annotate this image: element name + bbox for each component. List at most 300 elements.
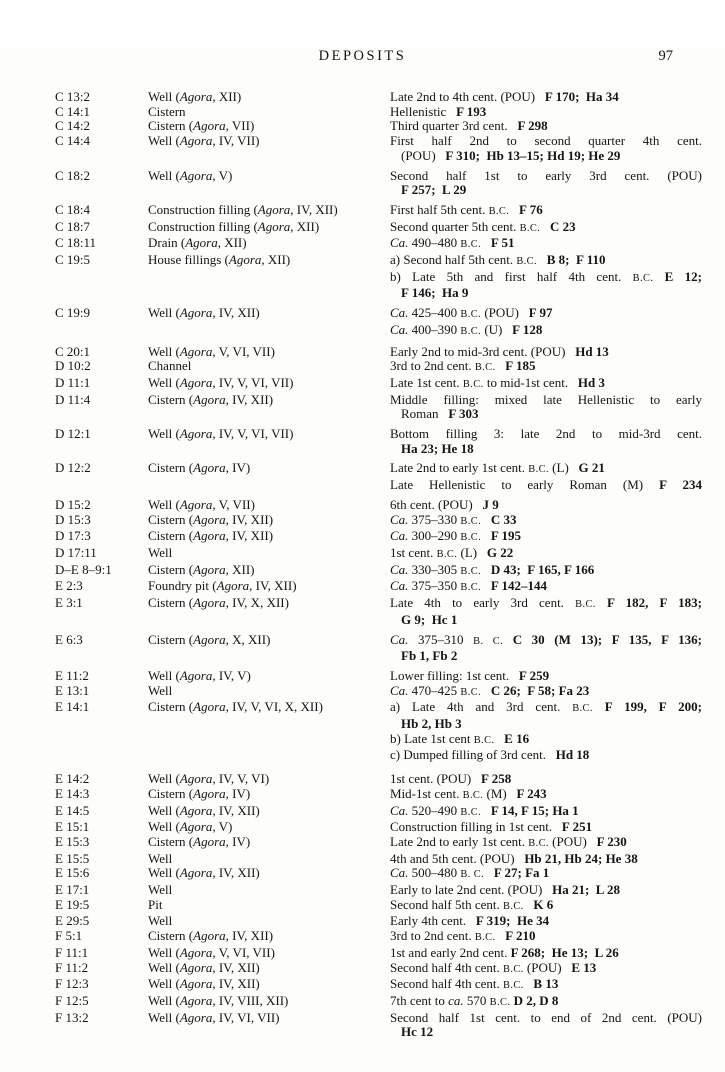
- deposit-description: [148, 898, 390, 915]
- text-segment: D 2, D 8: [513, 992, 559, 1008]
- text-segment: , V): [212, 819, 233, 835]
- dating-line: [390, 169, 702, 184]
- dating-line: [390, 684, 702, 701]
- deposit-description: [148, 376, 390, 393]
- text-segment: 470–425: [408, 682, 461, 698]
- deposit-id: E 14:3: [55, 785, 90, 801]
- dating-line: [390, 498, 702, 513]
- text-segment: Second half 5th cent.: [390, 896, 503, 912]
- dating-line: [390, 90, 702, 105]
- text-segment: , IV, VIII, XII): [212, 992, 289, 1008]
- deposit-description: [148, 596, 390, 627]
- text-segment: Ca.: [390, 631, 409, 647]
- text-segment: C 23: [550, 218, 576, 234]
- text-segment: F 128: [512, 321, 543, 337]
- text-segment: [481, 562, 491, 577]
- text-segment: a) Second half 5th cent.: [390, 252, 517, 268]
- text-segment: Well: [148, 544, 173, 560]
- deposit-id: D 17:11: [55, 544, 97, 560]
- dating-line: [390, 183, 702, 198]
- text-segment: Agora: [193, 460, 226, 476]
- text-segment: [481, 683, 491, 698]
- deposit-description: [148, 427, 390, 456]
- text-segment: Agora: [179, 89, 213, 104]
- deposit-row: [55, 898, 702, 915]
- text-segment: , IV, V, VI, VII): [212, 426, 294, 442]
- text-segment: c) Dumped filling of 3rd cent.: [390, 747, 556, 763]
- dating-line: [390, 427, 702, 442]
- text-segment: 425–400: [408, 305, 461, 321]
- text-segment: Agora: [179, 167, 213, 183]
- page-header: [0, 48, 725, 68]
- deposit-row: [55, 563, 702, 580]
- text-segment: , XII): [225, 561, 255, 577]
- text-segment: , IV, V, VI, VII): [212, 374, 294, 390]
- deposit-id: C 18:4: [55, 201, 91, 217]
- text-segment: Well (: [148, 819, 180, 835]
- deposit-dating: [390, 866, 702, 883]
- text-segment: Cistern (: [148, 785, 194, 801]
- deposit-row: [55, 669, 702, 684]
- text-segment: Well (: [148, 992, 180, 1008]
- deposit-dating: [390, 883, 702, 898]
- text-segment: B.C.: [503, 963, 524, 975]
- text-segment: B.C.: [474, 362, 496, 374]
- deposit-dating: [390, 427, 702, 456]
- deposit-dating: [390, 119, 702, 134]
- dating-line: [390, 961, 702, 978]
- text-segment: F 234: [659, 477, 702, 493]
- deposit-row: [55, 134, 702, 163]
- text-segment: B.C.: [516, 256, 537, 268]
- text-segment: Cistern (: [148, 631, 194, 647]
- deposit-description: [148, 236, 390, 253]
- text-segment: ca.: [448, 992, 464, 1008]
- deposit-dating: [390, 914, 702, 929]
- deposit-id: F 12:5: [55, 992, 89, 1008]
- deposit-row: [55, 461, 702, 492]
- text-segment: Agora: [179, 944, 213, 960]
- text-segment: , IV, XII): [249, 578, 297, 594]
- text-segment: F 230: [596, 833, 627, 849]
- text-segment: Cistern (: [148, 833, 194, 849]
- text-segment: Channel: [148, 358, 192, 374]
- deposit-id: E 15:5: [55, 850, 90, 866]
- deposit-description: [148, 119, 390, 134]
- deposit-description: [148, 914, 390, 929]
- deposit-dating: [390, 929, 702, 946]
- text-segment: (POU): [481, 305, 529, 321]
- text-segment: Agora: [193, 928, 226, 944]
- deposit-row: [55, 90, 702, 105]
- deposit-dating: [390, 345, 702, 360]
- text-segment: [596, 595, 607, 610]
- deposit-id: E 3:1: [55, 595, 83, 611]
- text-segment: E 13: [571, 959, 597, 975]
- text-segment: Well (: [148, 133, 180, 149]
- text-segment: F 76: [518, 201, 543, 217]
- deposit-id: D 11:4: [55, 391, 91, 407]
- deposit-id: E 14:5: [55, 802, 90, 818]
- text-segment: Ca.: [390, 865, 409, 881]
- dating-line: [390, 579, 702, 596]
- text-segment: F 268; He 13; L 26: [510, 944, 619, 960]
- deposit-dating: [390, 498, 702, 513]
- text-segment: Well (: [148, 976, 180, 992]
- dating-line: [390, 820, 702, 835]
- text-segment: Agora: [193, 699, 226, 715]
- deposit-row: [55, 359, 702, 376]
- deposit-row: [55, 820, 702, 835]
- deposit-row: [55, 220, 702, 237]
- text-segment: Agora: [179, 374, 213, 390]
- deposit-dating: [390, 633, 702, 664]
- text-segment: Agora: [179, 976, 213, 992]
- deposit-row: [55, 994, 702, 1011]
- deposit-id: E 2:3: [55, 578, 83, 594]
- deposit-description: [148, 169, 390, 198]
- text-segment: First half 2nd to second quarter 4th cent.: [390, 133, 702, 149]
- dating-line: [390, 563, 702, 580]
- deposit-dating: [390, 513, 702, 530]
- text-segment: Late 1st cent.: [390, 374, 463, 390]
- text-segment: , IV, V, VI, X, XII): [225, 699, 323, 715]
- text-segment: Ca.: [390, 682, 409, 698]
- text-segment: G 22: [486, 544, 514, 560]
- deposit-row: [55, 787, 702, 804]
- deposit-id: E 6:3: [55, 631, 83, 647]
- deposit-dating: [390, 684, 702, 701]
- text-segment: , XII): [217, 235, 247, 251]
- text-segment: B.C.: [488, 205, 510, 217]
- text-segment: , IV, XII): [212, 959, 260, 975]
- text-segment: Late 2nd to 4th cent. (POU): [390, 89, 545, 104]
- text-segment: Agora: [179, 343, 213, 359]
- deposit-id: C 18:11: [55, 235, 97, 251]
- dating-line: [390, 323, 702, 340]
- dating-line: [390, 546, 702, 563]
- dating-line: [390, 717, 702, 732]
- text-segment: Middle filling: mixed late Hellenistic to early: [390, 391, 702, 407]
- text-segment: Fb 1, Fb 2: [401, 648, 458, 664]
- text-segment: F 310; Hb 13–15; Hd 19; He 29: [445, 147, 621, 163]
- text-segment: Second half 1st cent. to end of 2nd cent. (POU): [390, 1009, 702, 1025]
- dating-line: [390, 461, 702, 478]
- text-segment: Lower filling: 1st cent.: [390, 667, 519, 683]
- text-segment: [481, 512, 491, 527]
- text-segment: Well: [148, 682, 173, 698]
- dating-line: [390, 669, 702, 684]
- text-segment: B.C.: [473, 734, 495, 746]
- dating-line: [390, 236, 702, 253]
- text-segment: [481, 235, 491, 250]
- dating-line: [390, 613, 702, 628]
- text-segment: B.C.: [460, 515, 482, 527]
- deposit-description: [148, 220, 390, 237]
- deposit-row: [55, 684, 702, 701]
- deposit-description: [148, 772, 390, 787]
- text-segment: Cistern (: [148, 460, 194, 476]
- text-segment: B.C.: [503, 980, 524, 992]
- deposit-description: [148, 579, 390, 596]
- dating-line: [390, 513, 702, 530]
- text-segment: Agora: [257, 201, 291, 217]
- text-segment: Ca.: [390, 511, 409, 527]
- text-segment: Drain (: [148, 235, 186, 251]
- text-segment: F 258: [481, 771, 512, 787]
- text-segment: [496, 928, 506, 943]
- text-segment: F 319; He 34: [475, 913, 550, 929]
- deposit-id: D–E 8–9:1: [55, 561, 112, 577]
- text-segment: Cistern (: [148, 595, 194, 611]
- deposit-dating: [390, 393, 702, 422]
- deposit-dating: [390, 961, 702, 978]
- text-segment: (L): [548, 460, 579, 476]
- text-segment: [653, 269, 664, 284]
- text-segment: [481, 578, 491, 593]
- text-segment: [509, 202, 519, 217]
- deposit-id: D 11:1: [55, 374, 91, 390]
- deposit-row: [55, 596, 702, 627]
- text-segment: Third quarter 3rd cent.: [390, 118, 518, 134]
- deposit-row: [55, 529, 702, 546]
- deposit-row: [55, 961, 702, 978]
- text-segment: (POU): [523, 959, 572, 975]
- deposit-id: F 12:3: [55, 976, 89, 992]
- text-segment: 500–480: [408, 865, 461, 881]
- text-segment: 375–350: [408, 578, 461, 594]
- text-segment: 375–330: [408, 511, 461, 527]
- deposit-row: [55, 772, 702, 787]
- text-segment: [524, 976, 534, 991]
- text-segment: Well (: [148, 944, 180, 960]
- deposit-id: D 12:2: [55, 460, 91, 476]
- text-segment: 400–390: [408, 321, 461, 337]
- dating-line: [390, 119, 702, 134]
- dating-line: [390, 253, 702, 270]
- text-segment: 7th cent to: [390, 992, 449, 1008]
- text-segment: Hellenistic: [390, 103, 457, 119]
- text-segment: Well (: [148, 426, 180, 442]
- text-segment: a) Late 4th and 3rd cent.: [390, 699, 573, 715]
- deposit-description: [148, 852, 390, 867]
- deposit-dating: [390, 529, 702, 546]
- deposit-id: D 10:2: [55, 358, 91, 374]
- text-segment: Construction filling (: [148, 201, 258, 217]
- text-segment: , IV, XII): [212, 305, 260, 321]
- text-segment: B.C.: [460, 582, 482, 594]
- dating-line: [390, 748, 702, 763]
- deposit-row: [55, 376, 702, 393]
- text-segment: Agora: [185, 235, 218, 251]
- text-segment: Ha 23; He 18: [401, 440, 474, 456]
- deposit-dating: [390, 169, 702, 198]
- text-segment: G 21: [578, 460, 605, 476]
- dating-line: [390, 772, 702, 787]
- deposit-row: [55, 427, 702, 456]
- deposit-dating: [390, 669, 702, 684]
- deposit-id: C 18:7: [55, 218, 91, 234]
- deposit-dating: [390, 306, 702, 339]
- text-segment: Agora: [179, 819, 213, 835]
- text-segment: Ca.: [390, 578, 409, 594]
- text-segment: 330–305: [408, 561, 461, 577]
- deposit-dating: [390, 787, 702, 804]
- text-segment: 375–310: [408, 631, 474, 647]
- text-segment: Agora: [193, 118, 226, 134]
- deposit-dating: [390, 203, 702, 220]
- deposit-dating: [390, 820, 702, 835]
- text-segment: Bottom filling 3: late 2nd to mid-3rd cent.: [390, 426, 702, 442]
- text-segment: , V, VI, VII): [212, 343, 275, 359]
- text-segment: Well (: [148, 667, 180, 683]
- deposit-id: F 13:2: [55, 1009, 89, 1025]
- deposit-description: [148, 684, 390, 701]
- deposit-description: [148, 700, 390, 763]
- deposit-id: D 17:3: [55, 528, 91, 544]
- text-segment: , XII): [261, 252, 291, 268]
- deposit-dating: [390, 253, 702, 301]
- text-segment: B.C.: [460, 806, 482, 818]
- text-segment: [593, 699, 605, 714]
- text-segment: F 146; Ha 9: [401, 285, 469, 301]
- dating-line: [390, 898, 702, 915]
- text-segment: [484, 865, 494, 880]
- text-segment: G 9; Hc 1: [401, 611, 458, 627]
- text-segment: Ca.: [390, 235, 409, 251]
- text-segment: Pit: [148, 896, 163, 912]
- deposit-description: [148, 994, 390, 1011]
- text-segment: B 8; F 110: [546, 252, 606, 268]
- text-segment: Well (: [148, 305, 180, 321]
- text-segment: Agora: [179, 959, 213, 975]
- deposit-id: F 11:2: [55, 959, 89, 975]
- text-segment: Well (: [148, 374, 180, 390]
- deposit-description: [148, 345, 390, 360]
- dating-line: [390, 700, 702, 717]
- deposit-dating: [390, 852, 702, 867]
- deposit-id: E 15:1: [55, 819, 90, 835]
- text-segment: F 142–144: [490, 578, 548, 594]
- text-segment: Well (: [148, 343, 180, 359]
- text-segment: Agora: [193, 528, 226, 544]
- text-segment: , IV, XII): [212, 865, 260, 881]
- text-segment: Agora: [193, 595, 226, 611]
- dating-line: [390, 633, 702, 650]
- dating-line: [390, 914, 702, 929]
- dating-line: [390, 1025, 702, 1040]
- page-number: 97: [658, 48, 673, 64]
- deposit-row: [55, 946, 702, 961]
- text-segment: [494, 731, 504, 746]
- text-segment: Well (: [148, 167, 180, 183]
- deposit-description: [148, 306, 390, 339]
- text-segment: b) Late 5th and first half 4th cent.: [390, 268, 633, 284]
- text-segment: F 170; Ha 34: [544, 89, 619, 104]
- deposit-description: [148, 835, 390, 852]
- text-segment: F 14, F 15; Ha 1: [490, 802, 579, 818]
- dating-line: [390, 1011, 702, 1026]
- deposit-description: [148, 546, 390, 563]
- text-segment: Agora: [179, 133, 213, 149]
- text-segment: Ca.: [390, 305, 409, 321]
- deposit-description: [148, 563, 390, 580]
- text-segment: , V): [212, 167, 233, 183]
- text-segment: Roman: [401, 406, 449, 422]
- text-segment: F 298: [517, 118, 548, 134]
- deposit-row: [55, 546, 702, 563]
- text-segment: Well (: [148, 959, 180, 975]
- dating-line: [390, 994, 702, 1011]
- text-segment: 3rd to 2nd cent.: [390, 358, 475, 374]
- text-segment: E 16: [504, 730, 530, 746]
- deposit-dating: [390, 563, 702, 580]
- text-segment: Cistern (: [148, 928, 194, 944]
- deposit-description: [148, 946, 390, 961]
- text-segment: Ca.: [390, 321, 409, 337]
- deposit-row: [55, 977, 702, 994]
- text-segment: Agora: [193, 631, 226, 647]
- text-segment: , IV, XII): [290, 201, 338, 217]
- deposit-id: C 13:2: [55, 89, 91, 104]
- dating-line: [390, 835, 702, 852]
- deposit-dating: [390, 898, 702, 915]
- text-segment: Agora: [179, 865, 213, 881]
- deposit-id: D 15:3: [55, 511, 91, 527]
- text-segment: , IV, V, VI): [212, 771, 270, 787]
- dating-line: [390, 883, 702, 898]
- text-segment: Hc 12: [401, 1024, 434, 1040]
- deposit-row: [55, 306, 702, 339]
- text-segment: B.C.: [528, 464, 549, 476]
- text-segment: Well: [148, 850, 173, 866]
- text-segment: B.C.: [460, 565, 482, 577]
- text-segment: Agora: [193, 511, 226, 527]
- deposit-description: [148, 787, 390, 804]
- text-segment: F 51: [490, 235, 515, 251]
- text-segment: Agora: [179, 667, 213, 683]
- deposit-dating: [390, 134, 702, 163]
- text-segment: Early 4th cent.: [390, 913, 476, 929]
- text-segment: Hd 3: [577, 374, 605, 390]
- dating-line: [390, 478, 702, 493]
- dating-line: [390, 149, 702, 164]
- deposit-row: [55, 513, 702, 530]
- text-segment: , IV, XII): [212, 976, 260, 992]
- deposit-id: C 19:9: [55, 305, 91, 321]
- deposit-row: [55, 804, 702, 821]
- deposit-row: [55, 253, 702, 301]
- text-segment: (POU): [548, 833, 597, 849]
- deposit-description: [148, 203, 390, 220]
- deposit-id: E 15:6: [55, 865, 90, 881]
- text-segment: F 303: [448, 406, 479, 422]
- text-segment: Well: [148, 882, 173, 898]
- deposit-id: D 15:2: [55, 496, 91, 512]
- text-segment: F 257; L 29: [401, 182, 467, 198]
- text-segment: F 195: [490, 528, 522, 544]
- deposit-dating: [390, 1011, 702, 1040]
- deposit-row: [55, 929, 702, 946]
- text-segment: 3rd to 2nd cent.: [390, 928, 475, 944]
- deposit-dating: [390, 90, 702, 105]
- text-segment: B.C.: [460, 325, 482, 337]
- text-segment: Cistern (: [148, 528, 194, 544]
- text-segment: , IV, X, XII): [225, 595, 289, 611]
- text-segment: , IV): [225, 833, 251, 849]
- dating-line: [390, 732, 702, 749]
- text-segment: 1st and early 2nd cent.: [390, 944, 511, 960]
